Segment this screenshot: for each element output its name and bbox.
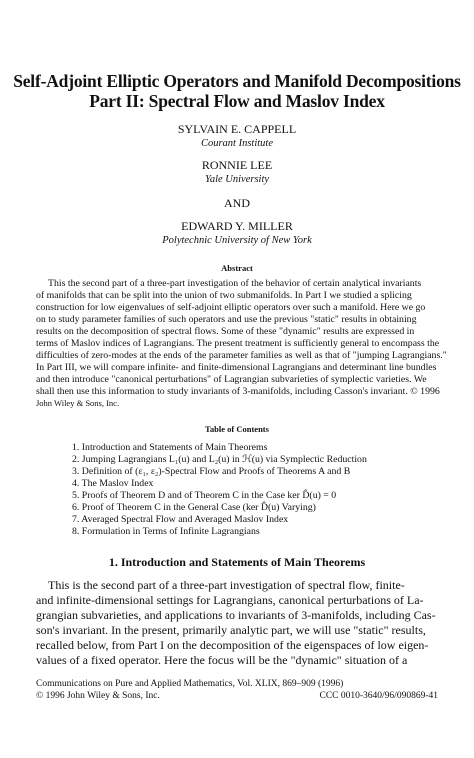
toc-item: 1. Introduction and Statements of Main Theorems: [72, 442, 268, 453]
body-line: son's invariant. In the present, primarily analytic part, we will use "static" results,: [36, 623, 426, 637]
abstract-line: and then introduce "canonical perturbations" of Lagrangian subvarieties of symplectic varieties. We: [36, 374, 427, 385]
body-line: grangian subvarieties, and applications to invariants of 3-manifolds, including Cas-: [36, 608, 436, 622]
abstract-line: difficulties of zero-modes at the ends of the parameter families as well as that of "jumping Lagrangians.": [36, 350, 447, 361]
abstract-line: on to study parameter families of such operators and use the previous "static" results in obtaining: [36, 314, 417, 325]
abstract-line: In Part III, we will compare infinite- and finite-dimensional Lagrangians and determinant line bundles: [36, 362, 437, 373]
toc-item: 4. The Maslov Index: [72, 478, 154, 489]
abstract-line: John Wiley & Sons, Inc.: [36, 398, 120, 408]
toc-heading: Table of Contents: [205, 424, 269, 434]
abstract-line: construction for low eigenvalues of self-adjoint elliptic operators over such a manifold. Here we go: [36, 302, 426, 313]
footer-ccc-code: CCC 0010-3640/96/090869-41: [319, 691, 438, 701]
author-affiliation-3: Polytechnic University of New York: [162, 235, 312, 246]
toc-item: 5. Proofs of Theorem D and of Theorem C in the Case ker D̂(u) = 0: [72, 490, 337, 501]
footer-journal-citation: Communications on Pure and Applied Mathematics, Vol. XLIX, 869–909 (1996): [36, 679, 344, 689]
body-line: values of a fixed operator. Here the focus will be the "dynamic" situation of a: [36, 653, 408, 667]
abstract-line: terms of Maslov indices of Lagrangians. The present treatment is sufficiently general to encompass the: [36, 338, 440, 349]
section-heading: 1. Introduction and Statements of Main Theorems: [108, 555, 366, 569]
paper-title-line-1: Self-Adjoint Elliptic Operators and Manifold Decompositions: [13, 71, 461, 91]
abstract-line: This the second part of a three-part investigation of the behavior of certain analytical invariants: [48, 278, 422, 289]
author-affiliation-2: Yale University: [204, 174, 270, 185]
abstract-heading: Abstract: [221, 263, 253, 273]
footer-copyright: © 1996 John Wiley & Sons, Inc.: [36, 691, 160, 701]
author-name-3: EDWARD Y. MILLER: [181, 219, 293, 233]
author-name-1: SYLVAIN E. CAPPELL: [177, 122, 297, 136]
abstract-line: shall then use this information to study invariants of 3-manifolds, including Casson's invariant. © 1996: [36, 386, 440, 397]
author-affiliation-1: Courant Institute: [200, 138, 274, 149]
abstract-line: of manifolds that can be split into the union of two submanifolds. In Part I we studied a splicing: [36, 290, 412, 301]
author-name-2: RONNIE LEE: [201, 158, 273, 172]
abstract-line: results on the decomposition of spectral flows. Some of these "dynamic" results are expressed in: [36, 326, 415, 337]
toc-item: 6. Proof of Theorem C in the General Case (ker D̂(u) Varying): [72, 502, 316, 513]
toc-item: 3. Definition of (ε₁, ε₂)-Spectral Flow and Proofs of Theorems A and B: [72, 466, 351, 477]
body-line: recalled below, from Part I on the decomposition of the eigenspaces of low eigen-: [36, 638, 429, 652]
body-line: This is the second part of a three-part investigation of spectral flow, finite-: [48, 578, 405, 592]
toc-item: 8. Formulation in Terms of Infinite Lagrangians: [72, 526, 260, 537]
paper-title-line-2: Part II: Spectral Flow and Maslov Index: [89, 91, 385, 111]
toc-item: 2. Jumping Lagrangians L₁(u) and L₂(u) in ℋ(u) via Symplectic Reduction: [72, 454, 367, 465]
body-line: and infinite-dimensional settings for Lagrangians, canonical perturbations of La-: [36, 593, 424, 607]
toc-item: 7. Averaged Spectral Flow and Averaged Maslov Index: [72, 514, 289, 525]
and-separator: AND: [224, 196, 250, 210]
